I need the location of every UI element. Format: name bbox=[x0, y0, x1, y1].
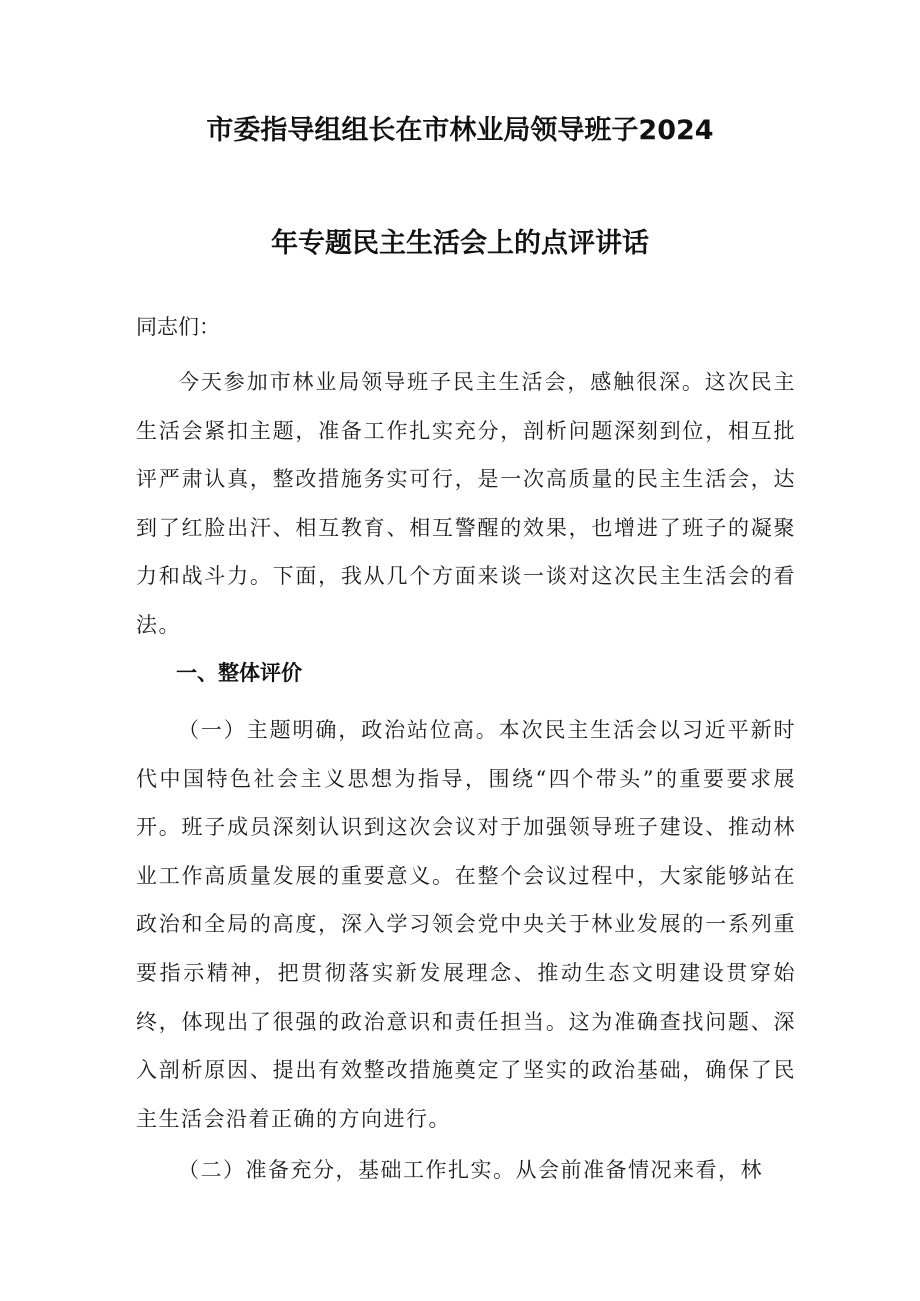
document-title-line-2: 年专题民主生活会上的点评讲话 bbox=[271, 228, 649, 259]
body-paragraph-point-2: （二）准备充分，基础工作扎实。从会前准备情况来看，林 bbox=[178, 1158, 763, 1182]
document-title-line-1: 市委指导组组长在市林业局领导班子2024 bbox=[206, 115, 714, 146]
salutation: 同志们： bbox=[136, 315, 220, 339]
section-heading-overall-evaluation: 一、整体评价 bbox=[176, 661, 302, 685]
body-paragraph-point-1: （一）主题明确，政治站位高。本次民主生活会以习近平新时代中国特色社会主义思想为指导，围绕“四个带头”的重要要求展开。班子成员深刻认识到这次会议对于加强领导班子建设、推动林业工作高质量发展的重要意义。在整个会议过程中，大家能够站在政治和全局的高度，深入学习领会党中央关于林业发展的一系列重要指示精神，把贯彻落实新发展理念、推动生态文明建设贯穿始终，体现出了很强的政治意识和责任担当。这为准确查找问题、深入剖析原因、提出有效整改措施奠定了坚实的政治基础，确保了民主生活会沿着正确的方向进行。 bbox=[136, 718, 796, 1131]
body-paragraph-intro: 今天参加市林业局领导班子民主生活会，感触很深。这次民主生活会紧扣主题，准备工作扎实充分，剖析问题深刻到位，相互批评严肃认真，整改措施务实可行，是一次高质量的民主生活会，达到了红脸出汗、相互教育、相互警醒的效果，也增进了班子的凝聚力和战斗力。下面，我从几个方面来谈一谈对这次民主生活会的看法。 bbox=[136, 370, 796, 637]
